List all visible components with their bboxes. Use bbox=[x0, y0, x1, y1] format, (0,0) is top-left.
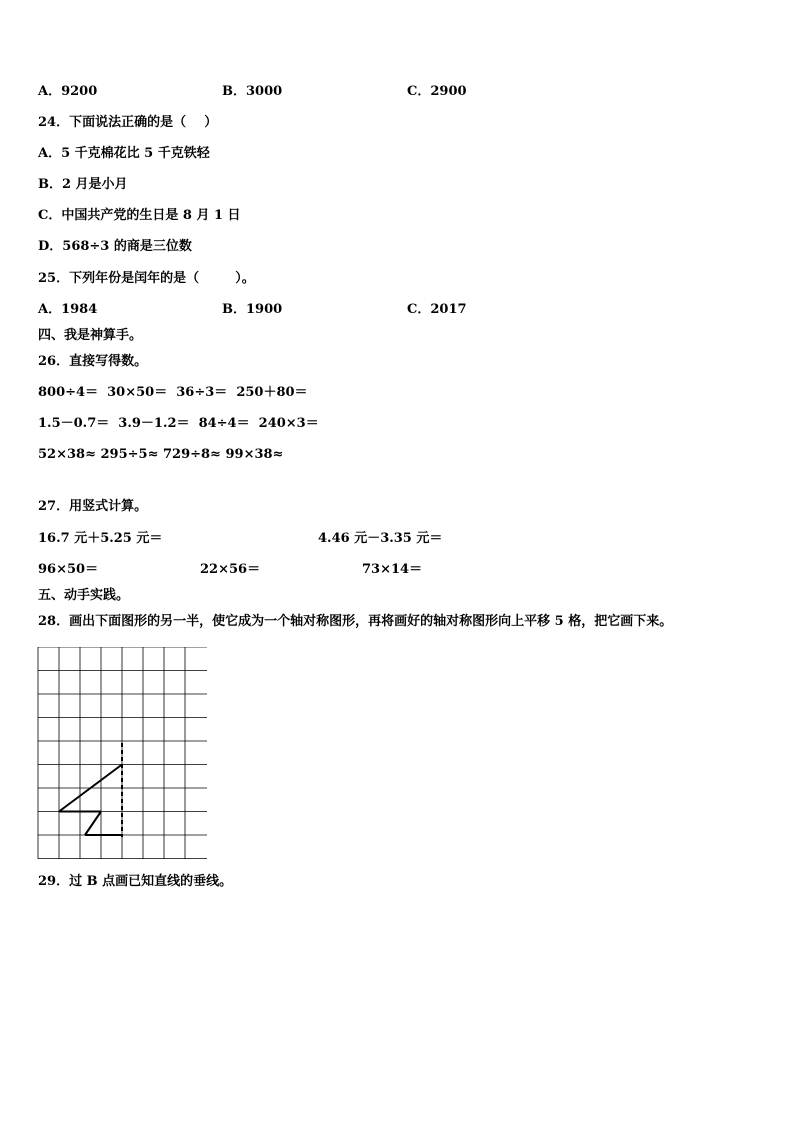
q28-question: 28．画出下面图形的另一半，使它成为一个轴对称图形，再将画好的轴对称图形向上平移 5 格，把它画下来。 bbox=[38, 614, 673, 629]
q24-option-b: B．2 月是小月 bbox=[38, 177, 128, 192]
q27-item-3: 96×50＝ bbox=[38, 562, 99, 577]
q23-option-a: A．9200 bbox=[38, 84, 98, 99]
q24-option-c: C．中国共产党的生日是 8 月 1 日 bbox=[38, 208, 241, 223]
half-figure bbox=[59, 765, 122, 836]
q24-question: 24．下面说法正确的是（ ） bbox=[38, 115, 218, 130]
q27-item-4: 22×56＝ bbox=[200, 562, 261, 577]
q24-option-a: A．5 千克棉花比 5 千克铁轻 bbox=[38, 146, 210, 161]
q27-item-2: 4.46 元－3.35 元＝ bbox=[318, 531, 443, 546]
q26-row-2: 1.5－0.7＝ 3.9－1.2＝ 84÷4＝ 240×3＝ bbox=[38, 416, 319, 431]
q29-question: 29．过 B 点画已知直线的垂线。 bbox=[38, 874, 233, 889]
q26-row-1: 800÷4＝ 30×50＝ 36÷3＝ 250＋80＝ bbox=[38, 385, 308, 400]
section-5-heading: 五、动手实践。 bbox=[38, 588, 130, 603]
grid-figure bbox=[37, 647, 209, 861]
q25-option-b: B．1900 bbox=[222, 302, 283, 317]
q23-option-c: C．2900 bbox=[407, 84, 467, 99]
q24-option-d: D．568÷3 的商是三位数 bbox=[38, 239, 192, 254]
q27-question: 27．用竖式计算。 bbox=[38, 499, 148, 514]
q26-row-3: 52×38≈ 295÷5≈ 729÷8≈ 99×38≈ bbox=[38, 447, 284, 462]
q27-item-5: 73×14＝ bbox=[362, 562, 423, 577]
section-4-heading: 四、我是神算手。 bbox=[38, 328, 143, 343]
q27-item-1: 16.7 元＋5.25 元＝ bbox=[38, 531, 163, 546]
q25-question: 25．下列年份是闰年的是（ ）。 bbox=[38, 271, 255, 286]
q25-option-c: C．2017 bbox=[407, 302, 467, 317]
q23-option-b: B．3000 bbox=[222, 84, 283, 99]
q25-option-a: A．1984 bbox=[38, 302, 98, 317]
q26-question: 26．直接写得数。 bbox=[38, 354, 148, 369]
